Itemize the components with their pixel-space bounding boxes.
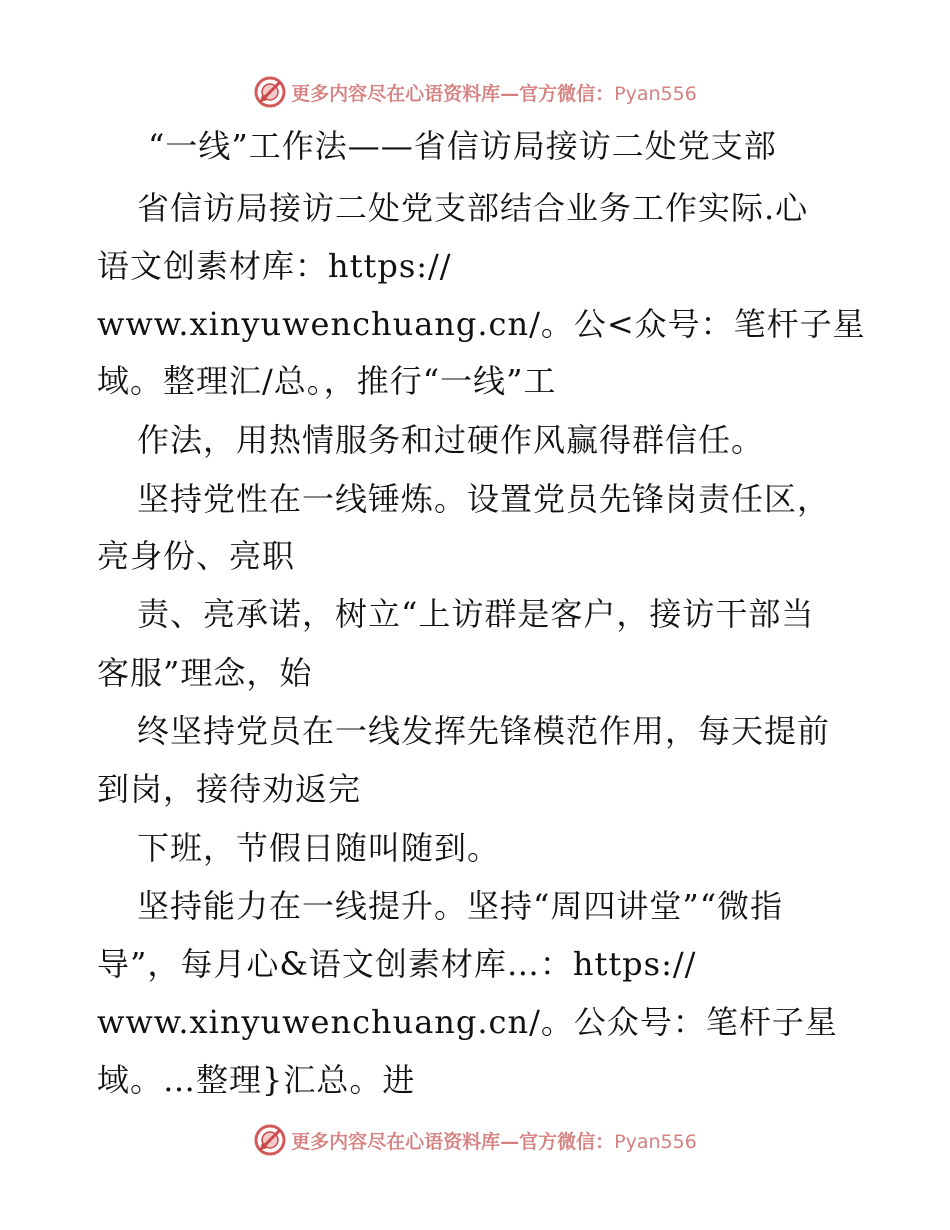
text-line: 到岗，接待劝返完 bbox=[97, 770, 362, 808]
text-line: 亮身份、亮职 bbox=[97, 537, 296, 575]
wechat-id: Pyan556 bbox=[614, 82, 697, 105]
text-line: www.xinyuwenchuang.cn/。公众号：笔杆子星 bbox=[97, 1003, 838, 1041]
text-line: 导”，每月心&语文创素材库…：https:// bbox=[97, 945, 697, 983]
text-line: 省信访局接访二处党支部结合业务工作实际.心 bbox=[137, 189, 809, 227]
text-line: 域。…整理}汇总。进 bbox=[97, 1061, 416, 1099]
text-line: 下班，节假日随叫随到。 bbox=[137, 829, 501, 867]
red-seal-icon bbox=[253, 1123, 287, 1157]
text-line: 责、亮承诺，树立“上访群是客户，接访干部当 bbox=[137, 595, 815, 633]
text-line: 终坚持党员在一线发挥先锋模范作用，每天提前 bbox=[137, 712, 831, 750]
watermark-text: 更多内容尽在心语资料库—官方微信：Pyan556 bbox=[291, 1130, 697, 1153]
document-title: “一线”工作法——省信访局接访二处党支部 bbox=[148, 127, 777, 165]
text-line: 坚持党性在一线锤炼。设置党员先锋岗责任区， bbox=[137, 480, 831, 518]
watermark-text: 更多内容尽在心语资料库—官方微信：Pyan556 bbox=[291, 82, 697, 105]
text-line: 客服”理念，始 bbox=[97, 654, 313, 692]
text-line: 语文创素材库：https:// bbox=[97, 247, 452, 285]
wechat-id: Pyan556 bbox=[614, 1130, 697, 1153]
text-line: 坚持能力在一线提升。坚持“周四讲堂”“微指 bbox=[137, 887, 784, 925]
text-line: 作法，用热情服务和过硬作风赢得群信任。 bbox=[137, 421, 765, 459]
text-line: www.xinyuwenchuang.cn/。公<众号：笔杆子星 bbox=[97, 305, 866, 343]
watermark-banner-bottom bbox=[0, 1120, 950, 1160]
text-line: 域。整理汇/总。，推行“一线”工 bbox=[97, 362, 557, 400]
